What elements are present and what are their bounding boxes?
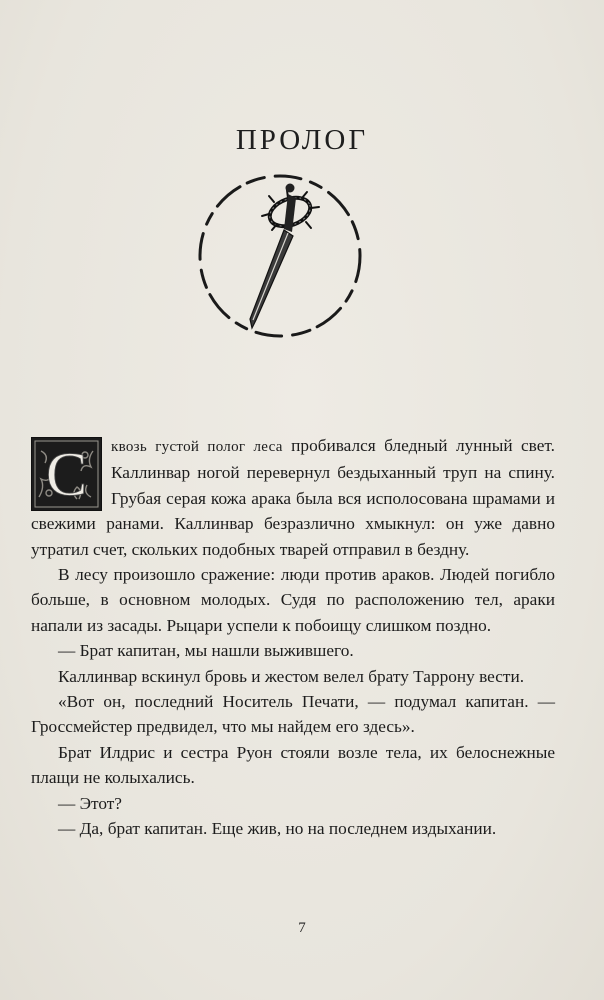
paragraph-1 bbox=[31, 433, 555, 562]
paragraph-1-text: пробивался бледный лунный свет. Каллинвар ногой перевернул бездыханный труп на спину. Грубая серая кожа арака была вся исполосована шрамами и свежими ранами. Каллинвар безразлично хмыкнул: он уже давно утратил счет, скольких подобных тварей отправил в бездну. bbox=[31, 436, 555, 559]
chapter-text bbox=[31, 433, 555, 842]
paragraph-5: «Вот он, последний Носитель Печати, — подумал капитан. — Гроссмейстер предвидел, что мы найдем его здесь». bbox=[31, 692, 555, 737]
svg-text:С: С bbox=[45, 441, 88, 509]
paragraph-4: Каллинвар вскинул бровь и жестом велел брату Таррону вести. bbox=[58, 666, 525, 686]
paragraph-6: Брат Илдрис и сестра Руон стояли возле тела, их белоснежные плащи не колыхались. bbox=[31, 742, 555, 788]
drop-cap bbox=[31, 437, 102, 511]
paragraph-8: — Да, брат капитан. Еще жив, но на последнем издыхании. bbox=[58, 819, 497, 839]
page-number: 7 bbox=[298, 920, 306, 936]
sword-in-circle-icon bbox=[192, 168, 368, 344]
paragraph-7: — Этот? bbox=[58, 793, 122, 813]
paragraph-2: В лесу произошло сражение: люди против араков. Людей погибло больше, в основном молодых. Судя по расположению тел, араки напали из засады. Рыцари успели к побоищу слишком поздно. bbox=[31, 565, 555, 635]
chapter-title: ПРОЛОГ bbox=[235, 124, 369, 156]
paragraph-3: — Брат капитан, мы нашли выжившего. bbox=[58, 641, 354, 661]
opening-words: квозь густой полог леса bbox=[111, 439, 283, 455]
